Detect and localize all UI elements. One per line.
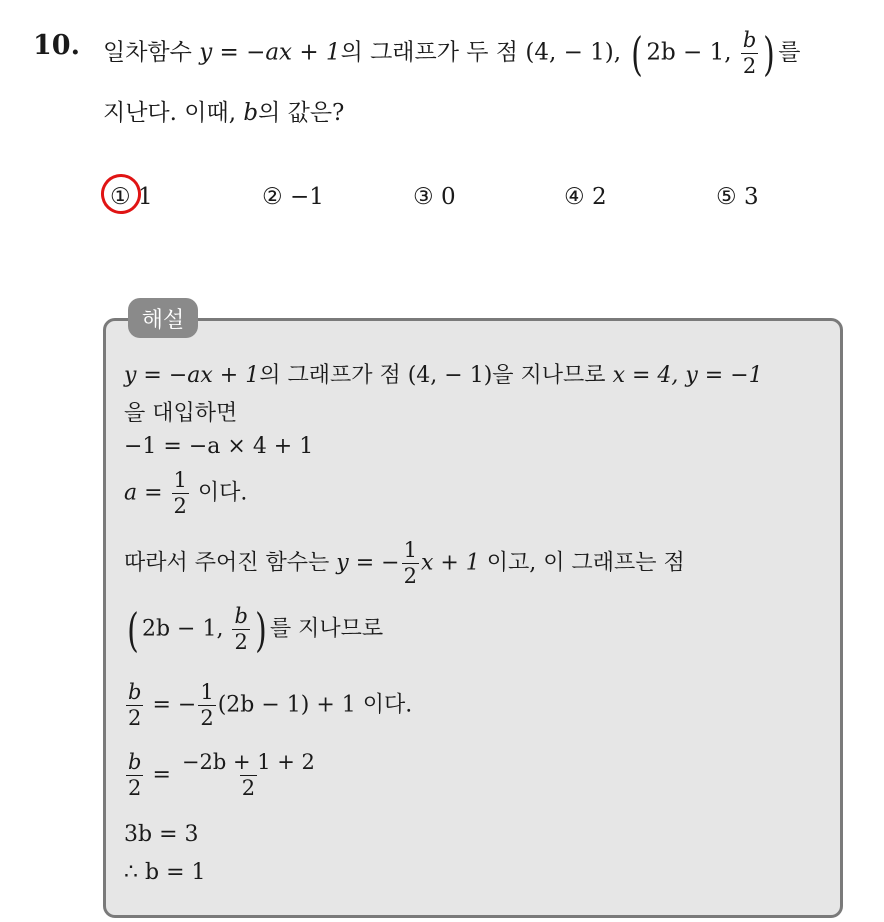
- solution-line-7: $\frac{b}{2}$ = − $\frac{1}{2}$ (2b − 1) + 1 이다.: [128, 680, 413, 730]
- question-text: 를: [778, 39, 801, 66]
- solution-line-8: $\frac{b}{2}$ = $\frac{-2b + 1 + 2}{2}$: [128, 750, 315, 800]
- solution-line-4: a = $\frac{1}{2}$ 이다.: [124, 468, 248, 518]
- point-1: (4, − 1),: [525, 39, 622, 66]
- choice-1[interactable]: ① 1: [110, 184, 153, 210]
- question-text: 일차함수: [103, 39, 192, 66]
- solution-line-6: ( 2b − 1, $\frac{b}{2}$ ) 를 지나므로: [127, 602, 384, 657]
- choice-4[interactable]: ④ 2: [564, 184, 607, 210]
- question-text: 의 그래프가 두 점: [340, 39, 519, 66]
- choice-3[interactable]: ③ 0: [413, 184, 456, 210]
- question-line-2: [103, 94, 344, 127]
- solution-line-10: ∴ b = 1: [124, 860, 206, 885]
- question-text: 의 값은?: [258, 100, 345, 126]
- question-equation: y = −ax + 1: [199, 39, 341, 66]
- solution-line-5: 따라서 주어진 함수는 y = − $\frac{1}{2}$ x + 1 이고, 이 그래프는 점: [124, 538, 685, 588]
- question-text: 지난다. 이때,: [103, 100, 237, 126]
- question-number: 10.: [33, 30, 80, 61]
- solution-line-2: 을 대입하면: [124, 401, 238, 426]
- choice-2[interactable]: ② −1: [262, 184, 324, 210]
- point-2-x: 2b − 1,: [646, 39, 732, 66]
- solution-line-1: y = −ax + 1의 그래프가 점 (4, − 1)을 지나므로 x = 4, y = −1: [124, 363, 763, 388]
- paren-open: (: [631, 26, 644, 81]
- solution-tag: 해설: [128, 298, 198, 338]
- paren-close: ): [763, 26, 776, 81]
- choice-5[interactable]: ⑤ 3: [716, 184, 759, 210]
- solution-line-9: 3b = 3: [124, 822, 199, 847]
- solution-line-3: −1 = −a × 4 + 1: [124, 434, 314, 459]
- point-2-fraction: $\frac{b}{2}$: [742, 28, 757, 78]
- question-line-1: [103, 26, 801, 81]
- question-variable: b: [243, 100, 259, 126]
